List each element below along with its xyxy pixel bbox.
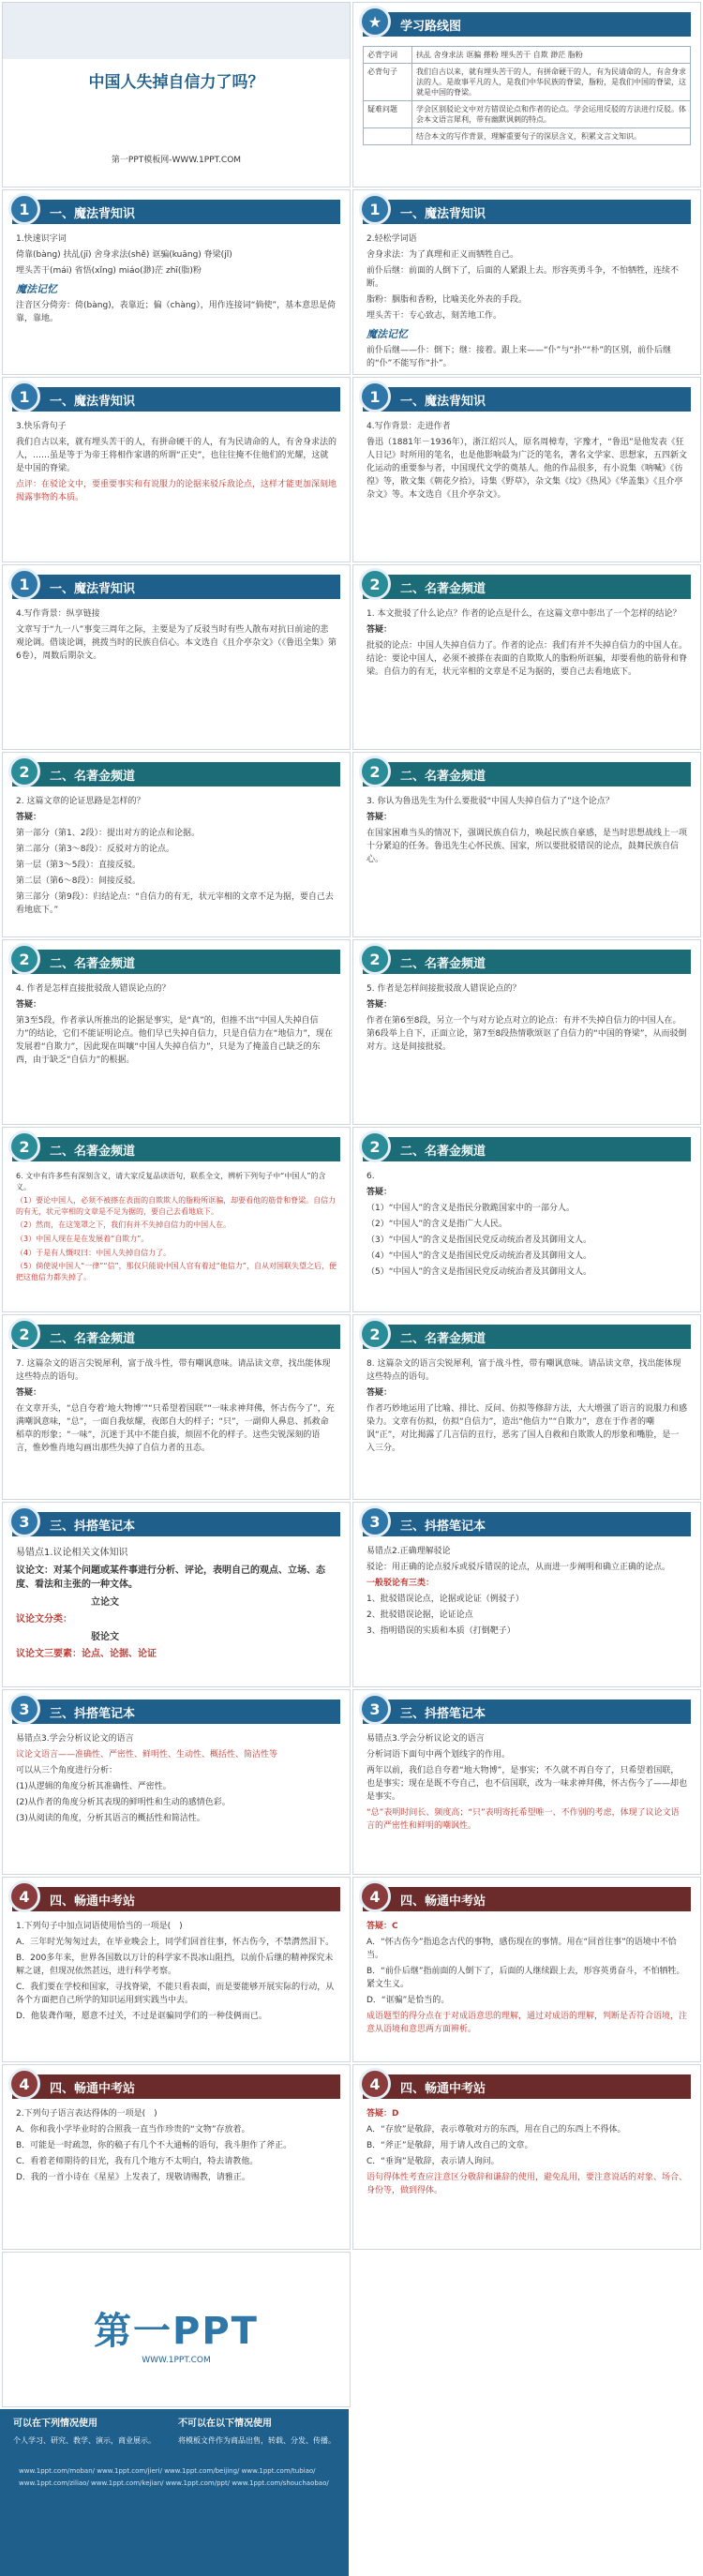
body-line: 2.轻松学词语 — [366, 234, 417, 244]
header-title: 二、名著金频道 — [400, 769, 486, 784]
answer-line: （3）“中国人”的含义是指国民党反动统治者及其御用文人。 — [366, 1235, 592, 1245]
answer-label: 答疑：D — [366, 2109, 399, 2119]
list-item: 3、指明错误的实质和本质（打倒靶子） — [366, 1625, 516, 1636]
header-number: 2 — [8, 1318, 40, 1350]
slide-header — [12, 950, 340, 974]
answer-label: 答疑： — [16, 999, 42, 1010]
slide-body — [366, 421, 687, 554]
slide-note4[interactable] — [352, 1689, 701, 1875]
slide-q3[interactable] — [352, 752, 701, 937]
elements-line: 议论文三要素：论点、论据、论证 — [16, 1649, 157, 1659]
slide-header — [12, 1887, 340, 1911]
header-number: 2 — [8, 943, 40, 975]
comment-line: 点评：在驳论文中，要重要事实和有说服力的论据来驳斥敌论点，这样才能更加深刻地揭露事物的本质。 — [16, 479, 337, 502]
slide-header — [12, 1700, 340, 1724]
goals-value: 我们自古以来，就有埋头苦干的人，有拼命硬干的人，有为民请命的人，有舍身求法的人。是故事平凡的人，是我们中华民族的脊梁，脂粉，是我们中国的脊梁，这就是中国的脊梁。 — [412, 64, 691, 101]
header-title: 一、魔法背知识 — [50, 206, 136, 221]
option-d[interactable]: D．他装聋作哑，愿意不过关，不过是诓骗同学们的一种伎俩而已。 — [16, 2011, 267, 2021]
header-number: 2 — [359, 1131, 391, 1162]
body-line: 鲁迅（1881年－1936年），浙江绍兴人，原名周樟寿，字豫才，“鲁迅”是他发表《狂人日记》时所用的笔名，也是他影响最为广泛的笔名，著名文学家、思想家，五四新文化运动的重要参与者，中国现代文学的奠基人。他的作品很多，有小说集《呐喊》《彷徨》等，散文集《朝花夕拾》，诗集《野草》，杂文集《坟》《热风》《华盖集》《且介亭杂文》等。本文选自《且介亭杂文》。 — [366, 437, 688, 500]
slide-header — [363, 762, 691, 786]
slide-header — [363, 1700, 691, 1724]
slide-exam2[interactable] — [2, 2064, 351, 2250]
goals-header-title: 学习路线图 — [400, 19, 462, 34]
analysis-line: “总”表明时间长、频度高；“只”表明寄托希望唯一、不作别的考虑，体现了议论文语言的严密性和鲜明的嘲讽性。 — [366, 1807, 680, 1831]
slide-body — [366, 1733, 687, 1866]
goals-header — [363, 12, 691, 37]
slide-body — [16, 1921, 337, 2054]
slide-header — [12, 575, 340, 599]
slide-q2[interactable] — [2, 752, 351, 937]
header-number: 2 — [8, 1131, 40, 1162]
answer-line: （2）“中国人”的含义是指广大人民。 — [366, 1219, 508, 1229]
answer-line: 第二层（第6～8段）：间接反驳。 — [16, 876, 141, 886]
header-number: 2 — [359, 1318, 391, 1350]
cover-slide[interactable] — [2, 2, 351, 187]
slide-background[interactable] — [2, 564, 351, 750]
body-line: 脂粉：胭脂和香粉，比喻美化外表的手段。 — [366, 294, 528, 305]
header-badge: ★ — [359, 6, 391, 37]
slide-body — [366, 796, 687, 929]
question-text: 1. 本文批驳了什么论点？作者的论点是什么，在这篇文章中彰出了一个怎样的结论？ — [366, 609, 681, 619]
usage-forbidden-body: 将模板文件作为商品出售，转载、分发、传播。 — [178, 2436, 336, 2445]
header-title: 二、名著金频道 — [50, 956, 136, 971]
list-item: (2)从作者的角度分析其表现的鲜明性和生动的感情色彩。 — [16, 1797, 231, 1807]
answer-label: 答疑：C — [366, 1922, 398, 1931]
memory-title: 魔法记忆 — [16, 282, 57, 295]
slide-body — [366, 233, 687, 367]
answer-text: 作者在第6至8段，另立一个与对方论点对立的论点：有并不失掉自信力的中国人在。第6段举上自下，正面立论，第7至8段热情歌颂讴了自信力的“中国的脊梁”，从而驳倒对方。这是间接批驳。 — [366, 1015, 687, 1052]
goals-key: 疑难问题 — [364, 101, 412, 128]
slide-body — [16, 233, 337, 367]
header-title: 四、畅通中考站 — [400, 2081, 486, 2096]
slide-header — [12, 387, 340, 412]
header-number: 1 — [8, 568, 40, 600]
body-line: 文章写于“九一八”事变三周年之际，主要是为了反驳当时有些人散布对抗日前途的悲观论调。借谈论调，挑拨当时的民族自信心。本文选自《且介亭杂文》（《鲁迅全集》第6卷），周数后期杂文。 — [16, 624, 337, 661]
slide-header — [363, 1325, 691, 1349]
header-number: 4 — [359, 1880, 391, 1912]
slide-body — [16, 983, 337, 1116]
list-item: 1、批驳错误论点，论据或论证（例驳子） — [366, 1594, 524, 1604]
slide-body — [16, 421, 337, 554]
goals-value: 学会区别驳论文中对方错误论点和作者的论点。学会运用反驳的方法进行反驳。体会本文语言犀利，带有幽默讽刺的特点。 — [412, 101, 691, 128]
body-line: 易错点1.议论相关文体知识 — [16, 1548, 128, 1558]
body-line: 驳论：用正确的论点驳斥或驳斥错误的论点，从而进一步阐明和确立正确的论点。 — [366, 1562, 671, 1572]
question-text: 7. 这篇杂文的语言尖锐犀利，富于战斗性，带有嘲讽意味。请品读文章，找出能体现这些特点的语句。 — [16, 1359, 331, 1382]
header-number: 4 — [8, 2068, 40, 2100]
body-line: 易错点3.学会分析议论文的语言 — [366, 1734, 485, 1744]
goals-key — [364, 128, 412, 145]
list-item: 2、批驳错误论据，论证论点 — [366, 1610, 473, 1620]
sentence-line: （2）然而，在这笼罩之下，我们有并不失掉自信力的中国人在。 — [16, 1221, 232, 1230]
answer-line: B．“斧正”是敬辞，用于请人改自己的文章。 — [366, 2140, 533, 2150]
slide-header — [12, 762, 340, 786]
option-c[interactable]: C．看着老师期待的目光，我有几个地方不太明白，特去请教他。 — [16, 2156, 259, 2166]
slide-q4[interactable] — [2, 939, 351, 1125]
slide-words[interactable] — [352, 189, 701, 375]
header-title: 二、名著金频道 — [400, 581, 486, 596]
footer-links[interactable]: www.1ppt.com/moban/ www.1ppt.com/jieri/ www.1ppt.com/beijing/ www.1ppt.com/tubiao/ www.1ppt.com/ziliao/ www.1ppt.com/kejian/ www.1ppt.com/ppt/ www.1ppt.com/shouchaobao/ — [19, 2467, 329, 2487]
header-title: 四、畅通中考站 — [50, 1894, 136, 1909]
answer-label: 答疑： — [16, 1387, 42, 1398]
tip-line: 成语题型的得分点在于对成语意思的理解，通过对成语的理解，判断是否符合语境，注意从语境和意思两方面辨析。 — [366, 2011, 688, 2034]
definition-line: 议论文：对某个问题或某件事进行分析、评论，表明自己的观点、立场、态度、看法和主张的一种文体。 — [16, 1565, 325, 1590]
answer-line: 第三部分（第9段）：归结论点：“自信力的有无，状元宰相的文章不足为据，要自己去看地底下。” — [16, 891, 334, 915]
answer-line: B．“前仆后继”指前面的人倒下了，后面的人继续跟上去，形容英勇奋斗，不怕牺牲。紧文生义。 — [366, 1966, 685, 1989]
body-line: 两年以前，我们总自夸着“地大物博”，是事实；不久就不再自夸了，只希望着国联，也是事实；现在是既不夸自己，也不信国联，改为一味求神拜佛，怀古伤今了——却也是事实。 — [366, 1765, 688, 1802]
category-item: 驳论文 — [91, 1631, 119, 1642]
slide-author[interactable] — [352, 377, 701, 562]
slide-body — [366, 1171, 687, 1304]
slide-exam1-answer[interactable] — [352, 1877, 701, 2062]
sentence-line: （5）倘使说中国人“一律”“信”，那仅只能说中国人官有着过“他信力”，自从对国联失望之后，便把这他信力都失掉了。 — [16, 1262, 337, 1281]
header-title: 四、畅通中考站 — [400, 1894, 486, 1909]
usage-forbidden-title: 不可以在以下情况使用 — [178, 2419, 272, 2429]
body-line: 易错点3.学会分析议论文的语言 — [16, 1734, 134, 1744]
answer-line: A．“存放”是敬辞，表示尊敬对方的东西，用在自己的东西上不得体。 — [366, 2124, 626, 2134]
slide-q5[interactable] — [352, 939, 701, 1125]
body-line: 4.写作背景：纵享链接 — [16, 609, 100, 619]
header-title: 一、魔法背知识 — [50, 581, 136, 596]
body-line: 1.快速识字词 — [16, 234, 67, 244]
slide-exam1[interactable] — [2, 1877, 351, 2062]
slide-q7[interactable] — [2, 1314, 351, 1500]
sentence-line: （4）于是有人慨叹曰：中国人失掉自信力了。 — [16, 1248, 172, 1257]
list-item: (3)从阅读的角度，分析其语言的概括性和简洁性。 — [16, 1813, 205, 1823]
slide-q8[interactable] — [352, 1314, 701, 1500]
header-title: 二、名著金频道 — [400, 1331, 486, 1346]
goals-key: 必背字词 — [364, 47, 412, 64]
usage-forbidden — [178, 2417, 337, 2448]
header-title: 一、魔法背知识 — [400, 206, 486, 221]
usage-allowed-body: 个人学习、研究、教学、演示，商业展示。 — [13, 2436, 156, 2445]
slide-note2[interactable] — [352, 1502, 701, 1687]
category-item: 立论文 — [91, 1596, 119, 1608]
brand-url[interactable]: WWW.1PPT.COM — [142, 2356, 211, 2365]
header-number: 1 — [8, 381, 40, 412]
question-text: 1.下列句子中加点词语使用恰当的一项是( ) — [16, 1922, 183, 1931]
slide-body — [366, 983, 687, 1116]
body-line: 倚靠(bàng) 扶乩(jī) 舍身求法(shě) 诓骗(kuāng) 脊梁(jǐ) — [16, 249, 232, 260]
header-title: 二、名著金频道 — [50, 769, 136, 784]
brand-logo — [3, 2301, 350, 2355]
option-a[interactable]: A．你和我小学毕业时的合照我一直当作珍贵的“文物”存放着。 — [16, 2124, 250, 2134]
slide-header — [363, 1512, 691, 1536]
slide-header — [363, 1887, 691, 1911]
slide-body — [16, 1546, 337, 1679]
memory-note: 前仆后继——仆：倒下；继：接着。跟上来——“仆”与“扑”“朴”的区别，前仆后继的“仆”不能写作“扑”。 — [366, 345, 671, 368]
header-number: 1 — [8, 193, 40, 225]
option-b[interactable]: B．可能是一时疏忽，你的稿子有几个不大通畅的语句，我斗胆作了斧正。 — [16, 2140, 292, 2150]
header-title: 二、名著金频道 — [50, 1144, 136, 1159]
option-a[interactable]: A．三年时光匆匆过去，在毕业晚会上，同学们回首往事，怀古伤今，不禁潸然泪下。 — [16, 1937, 335, 1947]
slide-body — [366, 2108, 687, 2241]
body-line: 4.写作背景：走进作者 — [366, 422, 451, 431]
answer-text: 第3至5段，作者承认所推出的论据是事实，是“真”的，但推不出“中国人失掉自信力”的结论，它们不能证明论点。他们早已失掉自信力，只是自信力在“地信力”，现在发展着“自欺力”，因此现在叫嚷“中国人失掉自信力”，只是为了掩盖自己缺乏的东西，由于缺乏“自信力”的根据。 — [16, 1015, 333, 1065]
slide-vocab[interactable] — [2, 189, 351, 375]
answer-label: 答疑： — [366, 812, 393, 822]
answer-line: C．“垂询”是敬辞，表示请人询问。 — [366, 2156, 500, 2166]
answer-line: 第一层（第3～5段）：直接反驳。 — [16, 860, 141, 870]
question-number: 6. — [366, 1172, 375, 1181]
answer-text: 作者巧妙地运用了比喻、排比、反问、仿拟等修辞方法，大大增强了语言的说服力和感染力。文章有仿拟，仿拟“自信力”，造出“他信力”“自欺力”，意在于作者的嘲讽“正”，对比揭露了几言信的丑行，恶劣了国人自救和自欺欺人的形象和嘴脸，是一入三分。 — [366, 1403, 688, 1453]
slide-sentences[interactable] — [2, 377, 351, 562]
usage-allowed-title: 可以在下列情况使用 — [13, 2419, 97, 2429]
slide-q1[interactable] — [352, 564, 701, 750]
body-line: 埋头苦干(mái) 省悟(xǐng) miáo(渺)茫 zhī(脂)粉 — [16, 265, 202, 276]
header-number: 2 — [359, 943, 391, 975]
slide-body — [16, 1171, 337, 1304]
body-line: 前仆后继：前面的人倒下了，后面的人紧跟上去。形容英勇斗争，不怕牺牲，连续不断。 — [366, 265, 680, 289]
header-number: 3 — [359, 1505, 391, 1537]
header-title: 一、魔法背知识 — [400, 394, 486, 409]
answer-label: 答疑： — [366, 999, 393, 1010]
slide-body — [16, 608, 337, 741]
question-text: 2. 这篇文章的论证思路是怎样的？ — [16, 797, 145, 806]
answer-line: A．“怀古伤今”指追念古代的事物，感伤现在的事情。用在“回首往事”的语境中不恰当。 — [366, 1937, 677, 1960]
header-title: 二、名著金频道 — [400, 956, 486, 971]
body-line: 3.快乐背句子 — [16, 422, 67, 431]
answer-line: D．“诓骗”是恰当的。 — [366, 1995, 450, 2005]
category-label: 议论文分类： — [16, 1614, 72, 1625]
body-line: 可以从三个角度进行分析： — [16, 1765, 118, 1775]
header-title: 一、魔法背知识 — [50, 394, 136, 409]
brand-logo-text: 第一PPT — [94, 2310, 259, 2353]
slide-header — [363, 1137, 691, 1161]
list-item: (1)从逻辑的角度分析其准确性、严密性。 — [16, 1781, 172, 1791]
slide-header — [363, 950, 691, 974]
header-title: 二、名著金频道 — [50, 1331, 136, 1346]
answer-line: 第二部分（第3～8段）：反驳对方的论点。 — [16, 844, 174, 854]
slide-q6[interactable] — [2, 1127, 351, 1312]
header-number: 1 — [359, 381, 391, 412]
slide-body — [16, 1733, 337, 1866]
subheading: 一般驳论有三类： — [366, 1578, 435, 1588]
memory-note: 注音区分倚旁：倚(bàng)，表靠近；偏（chàng），用作连接词“倘使”，基本意思是倚靠，靠地。 — [16, 300, 337, 323]
header-title: 二、名著金频道 — [400, 1144, 486, 1159]
header-number: 4 — [359, 2068, 391, 2100]
body-line: 易错点2.正确理解驳论 — [366, 1547, 451, 1556]
sentence-line: （3）中国人现在是在发展着“自欺力”。 — [16, 1234, 149, 1243]
cover-subtitle: 第一PPT模板网-WWW.1PPT.COM — [111, 156, 242, 165]
memory-title: 魔法记忆 — [366, 327, 408, 340]
header-number: 3 — [8, 1505, 40, 1537]
usage-allowed — [13, 2417, 172, 2448]
header-number: 3 — [8, 1693, 40, 1725]
header-number: 2 — [359, 568, 391, 600]
slide-body — [16, 2108, 337, 2241]
slide-body — [366, 608, 687, 741]
question-text: 6. 文中有许多些有深刻含义，请大家反复品读语句，联系全文，辨析下列句子中“中国人”的含义。 — [16, 1172, 326, 1191]
goals-key: 必背句子 — [364, 64, 412, 101]
header-number: 3 — [359, 1693, 391, 1725]
body-line: 埋头苦干：专心致志，刻苦地工作。 — [366, 310, 502, 321]
slide-body — [16, 796, 337, 929]
option-d[interactable]: D．我的一首小诗在《星星》上发表了，现敬请赐教，请雅正。 — [16, 2172, 250, 2182]
option-c[interactable]: C．我们要在学校和国家，寻找脊梁，不能只看表面，而是要能够开展实际的行动，从各个方面把自己所学的知识运用到实践当中去。 — [16, 1982, 335, 2005]
answer-label: 答疑： — [366, 1387, 393, 1398]
header-title: 四、畅通中考站 — [50, 2081, 136, 2096]
slide-header — [12, 200, 340, 224]
slide-note1[interactable] — [2, 1502, 351, 1687]
goals-value: 结合本文的写作背景，理解重要句子的深层含义，积累文言文知识。 — [412, 128, 691, 145]
slide-header — [363, 2074, 691, 2099]
slide-header — [363, 575, 691, 599]
sentence-line: （1）要论中国人，必须不被搽在表面的自欺欺人的脂粉所诓骗，却要看他的筋骨和脊梁。自信力的有无，状元宰相的文章是不足为据的，要自己去看地底下。 — [16, 1196, 337, 1216]
goals-table — [363, 46, 691, 145]
header-number: 2 — [359, 756, 391, 787]
question-text: 5. 作者是怎样间接批驳敌人错误论点的？ — [366, 984, 521, 994]
body-line: 分析词语下面句中两个划线字的作用。 — [366, 1749, 511, 1760]
question-text: 3. 你认为鲁迅先生为什么要批驳“中国人失掉自信力了”这个论点？ — [366, 797, 614, 806]
slide-exam2-answer[interactable] — [352, 2064, 701, 2250]
header-title: 三、抖搭笔记本 — [400, 1519, 486, 1534]
usage-footer — [0, 2409, 349, 2576]
header-number: 2 — [8, 756, 40, 787]
header-number: 1 — [359, 193, 391, 225]
slide-body — [366, 1358, 687, 1491]
goals-slide[interactable] — [352, 2, 701, 187]
tip-line: 语句得体性考查应注意区分敬辞和谦辞的使用，避免乱用，要注意说话的对象、场合、身份等，做到得体。 — [366, 2172, 688, 2195]
answer-line: （5）“中国人”的含义是指国民党反动统治者及其御用文人。 — [366, 1266, 592, 1277]
answer-label: 答疑： — [366, 624, 393, 635]
logo-slide[interactable] — [2, 2252, 351, 2407]
slide-header — [12, 2074, 340, 2099]
slide-body — [16, 1358, 337, 1491]
slide-header — [12, 1512, 340, 1536]
body-line: 舍身求法：为了真理和正义而牺牲自己。 — [366, 249, 519, 260]
slide-body — [366, 1921, 687, 2054]
question-text: 8. 这篇杂文的语言尖锐犀利，富于战斗性，带有嘲讽意味。请品读文章，找出能体现这些特点的语句。 — [366, 1359, 681, 1382]
option-b[interactable]: B．200多年来，世界各国数以万计的科学家不畏冰山阻挡，以前仆后继的精神探究未解之谜，但现况依然甚远，进行科学考察。 — [16, 1953, 334, 1976]
body-line: 议论文语言——准确性、严密性、鲜明性、生动性、概括性、简洁性等 — [16, 1749, 278, 1760]
slide-q6-answer[interactable] — [352, 1127, 701, 1312]
answer-label: 答疑： — [366, 1187, 393, 1197]
cover-banner — [3, 3, 350, 59]
goals-value: 扶乩 舍身求法 诓骗 搽粉 埋头苦干 自欺 渺茫 脂粉 — [412, 47, 691, 64]
answer-label: 答疑： — [16, 812, 42, 822]
slide-body — [366, 1546, 687, 1679]
header-title: 三、抖搭笔记本 — [50, 1706, 136, 1721]
header-title: 三、抖搭笔记本 — [400, 1706, 486, 1721]
question-text: 2.下列句子语言表达得体的一项是( ) — [16, 2109, 157, 2119]
answer-text: 在文章开头，“总自夸着‘地大物博’”“只希望着国联”“一味求神拜佛，怀古伤今了”，充满嘲讽意味，“总”，一面自我炫耀，夜郎自大的样子；“只”，一副仰人鼻息、抓救命稻草的形象；“一味”，沉迷于其中不能自拔，烦固不化的样子。这些尖锐深刻的语言，惟妙惟肖地勾画出那些失掉了自信力者的丑态。 — [16, 1403, 335, 1453]
slide-header — [12, 1325, 340, 1349]
slide-header — [363, 387, 691, 412]
body-line: 我们自古以来，就有埋头苦干的人，有拼命硬干的人，有为民请命的人，有舍身求法的人，……虽是等于为帝王将相作家谱的所谓“正史”，也往往掩不住他们的光耀，这就是中国的脊梁。 — [16, 437, 337, 473]
answer-line: （1）“中国人”的含义是指民分散跪国家中的一部分人。 — [366, 1203, 576, 1213]
slide-note3[interactable] — [2, 1689, 351, 1875]
question-text: 4. 作者是怎样直接批驳敌人错误论点的？ — [16, 984, 171, 994]
answer-text: 在国家困难当头的情况下，强调民族自信力，唤起民族自豪感，是当时思想战线上一项十分紧迫的任务。鲁迅先生心怀民族、国家，所以要批驳错误的论点，鼓舞民族自信心。 — [366, 828, 688, 864]
header-title: 三、抖搭笔记本 — [50, 1519, 136, 1534]
slide-header — [363, 200, 691, 224]
slide-header — [12, 1137, 340, 1161]
cover-title: 中国人失掉自信力了吗？ — [88, 73, 264, 92]
header-number: 4 — [8, 1880, 40, 1912]
answer-line: 第一部分（第1、2段）：提出对方的论点和论据。 — [16, 828, 200, 838]
answer-line: （4）“中国人”的含义是指国民党反动统治者及其御用文人。 — [366, 1251, 592, 1261]
answer-text: 批驳的论点：中国人失掉自信力了。作者的论点：我们有并不失掉自信力的中国人在。结论：要论中国人，必须不被搽在表面的自欺欺人的脂粉所诓骗，却要看他的筋骨和脊梁。自信力的有无，状元宰相的文章是不足为据的，要自己去看地底下。 — [366, 640, 688, 677]
